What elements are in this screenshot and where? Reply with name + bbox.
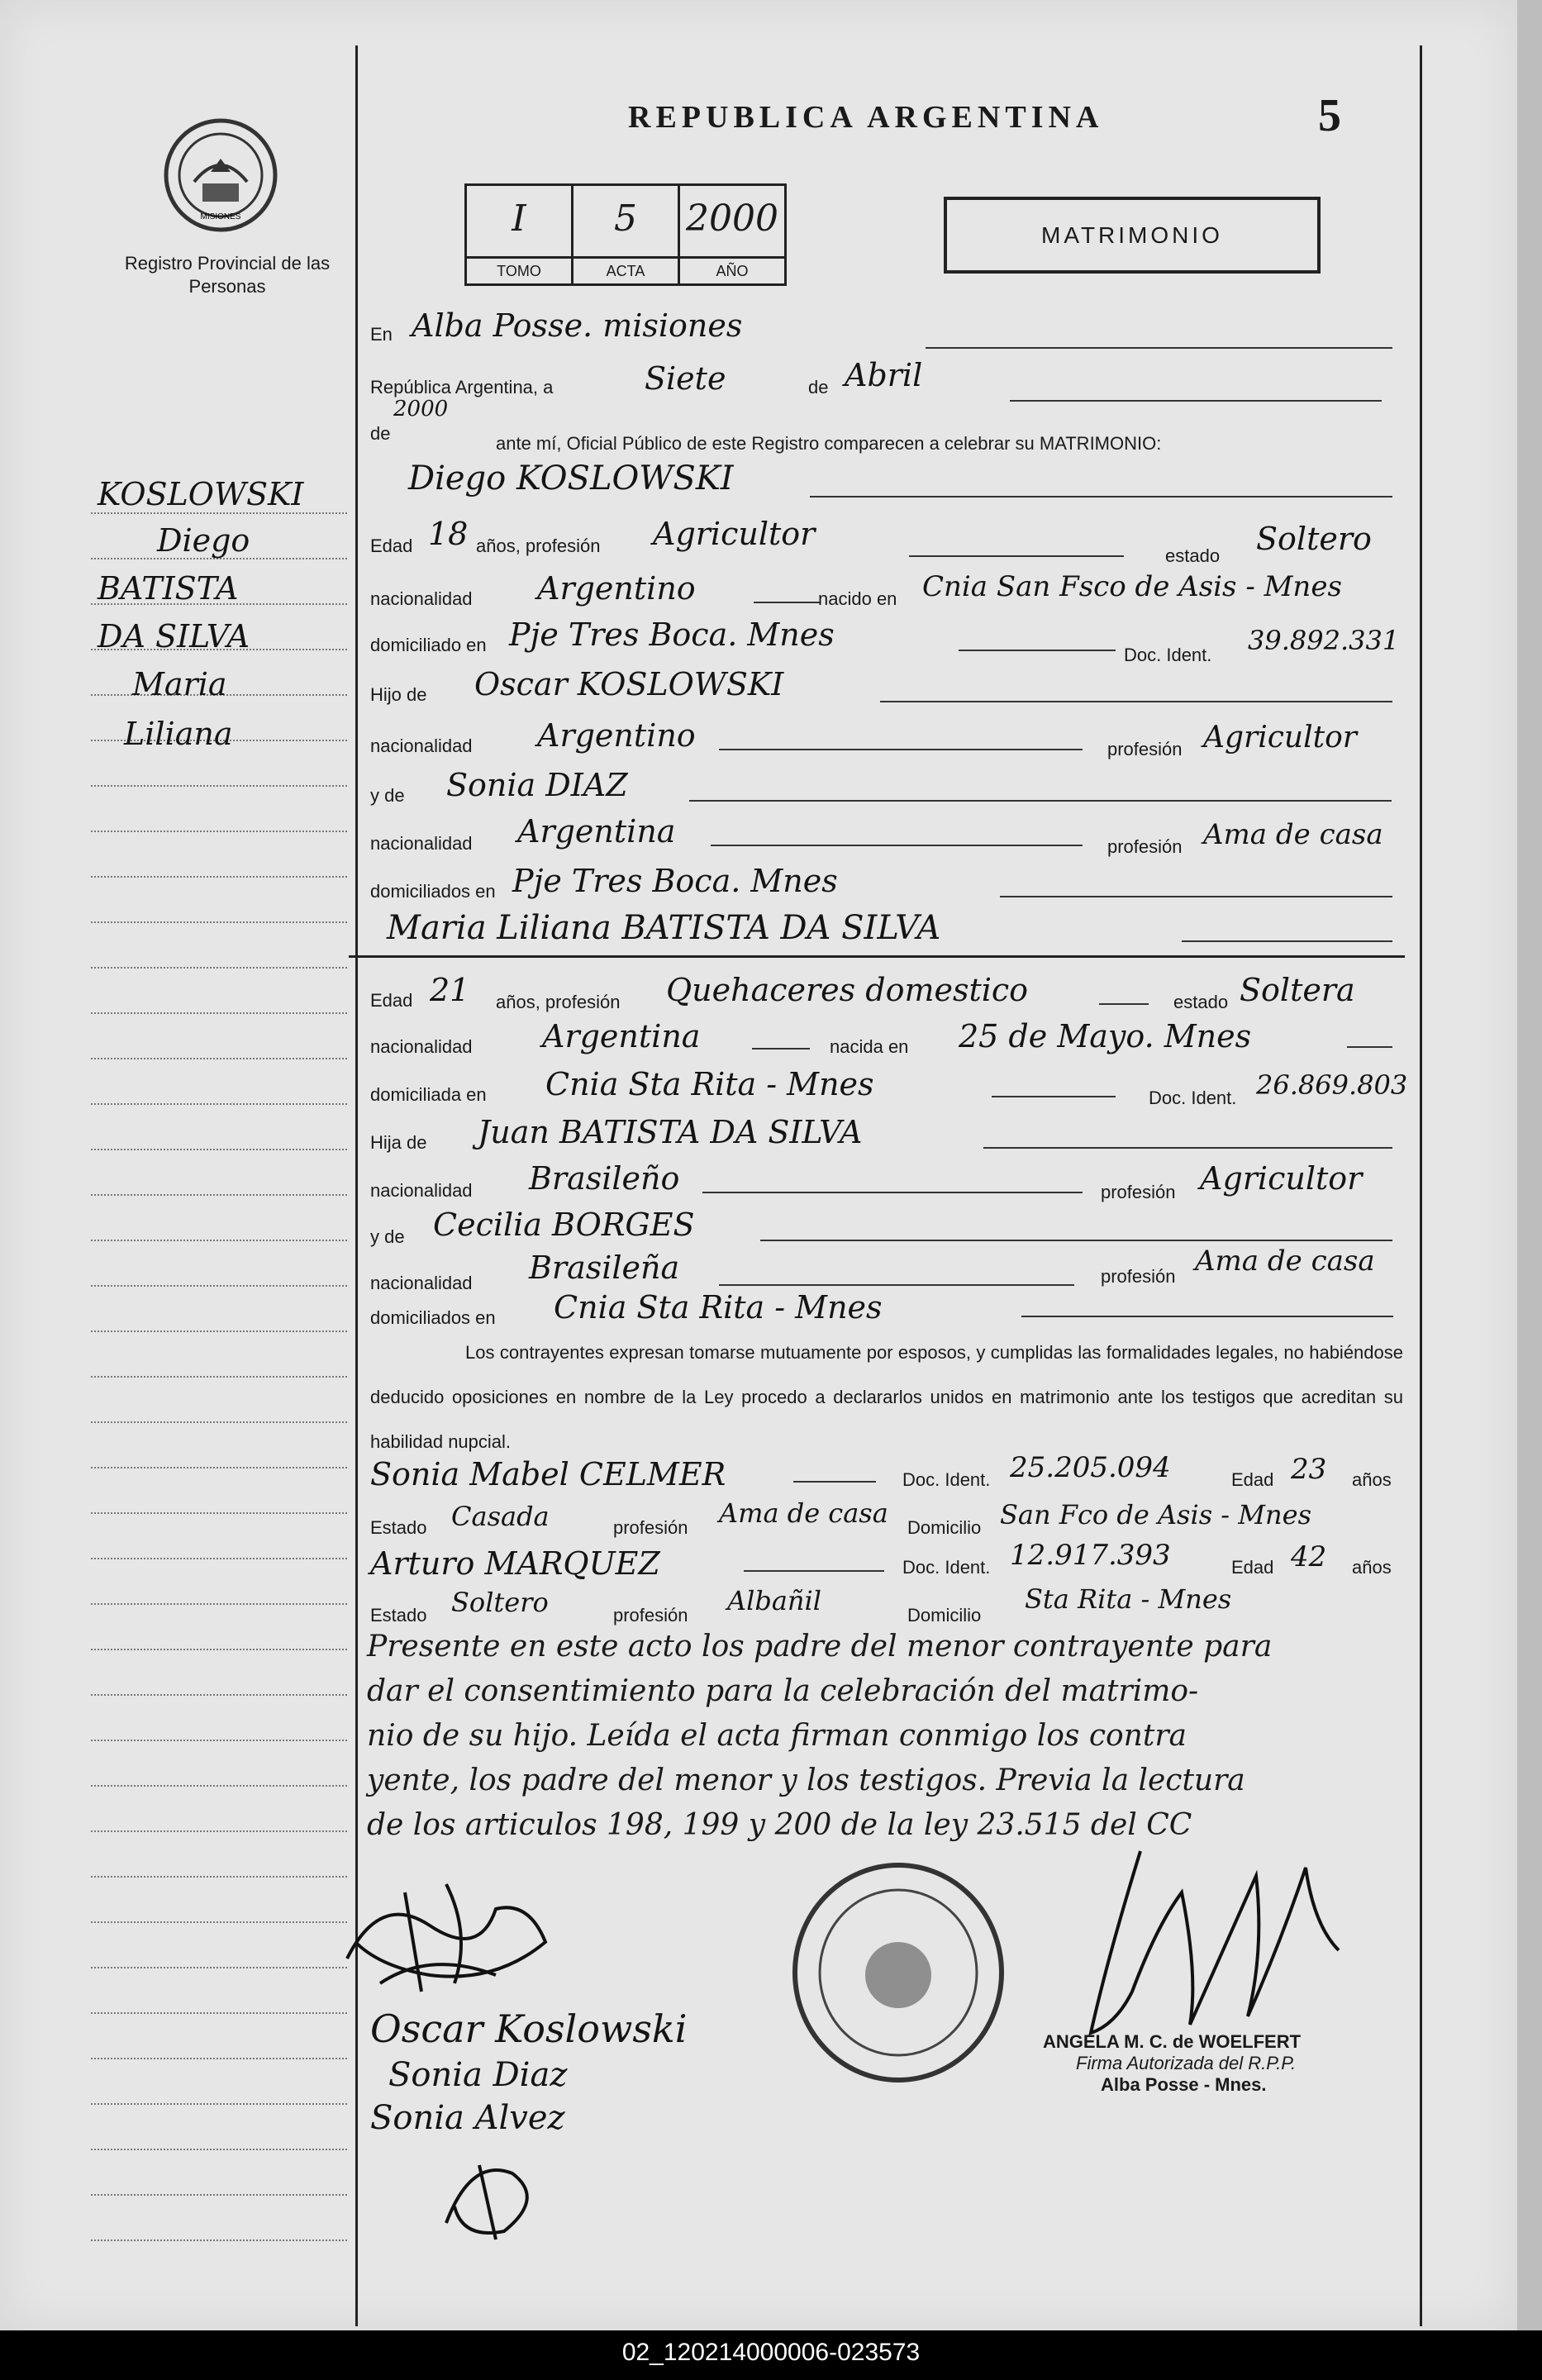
- anos-label: años: [1352, 1469, 1392, 1490]
- hija-label: Hija de: [370, 1132, 427, 1153]
- margin-rule: [91, 1649, 347, 1650]
- margin-rule: [91, 2103, 347, 2105]
- fill-line: [880, 701, 1392, 702]
- groom-mother: Sonia DIAZ: [446, 767, 628, 803]
- margin-rule: [91, 785, 347, 787]
- declaration-text: ante mí, Oficial Público de este Registro comparecen a celebrar su MATRIMONIO:: [496, 433, 1162, 454]
- doc-label: Doc. Ident.: [902, 1469, 991, 1490]
- anos-label: años, profesión: [476, 536, 601, 556]
- nacionalidad-label: nacionalidad: [370, 1180, 473, 1201]
- bride-birthplace: 25 de Mayo. Mnes: [959, 1018, 1252, 1054]
- bride-nationality: Argentina: [542, 1018, 701, 1054]
- domiciliada-label: domiciliada en: [370, 1084, 487, 1105]
- margin-rule: [91, 2194, 347, 2196]
- fill-line: [744, 1570, 884, 1572]
- seal-text: MISIONES: [200, 212, 241, 221]
- margin-rule: [91, 967, 347, 969]
- fill-line: [1347, 1046, 1392, 1048]
- hijo-label: Hijo de: [370, 684, 427, 705]
- bride-address: Cnia Sta Rita - Mnes: [545, 1066, 874, 1102]
- signature-printed: Sonia Diaz: [388, 2056, 568, 2094]
- margin-rule: [91, 1376, 347, 1378]
- country-title: REPUBLICA ARGENTINA: [628, 100, 1104, 135]
- domiciliados-label: domiciliados en: [370, 881, 496, 902]
- doc-label: Doc. Ident.: [902, 1557, 991, 1578]
- groom-father: Oscar KOSLOWSKI: [474, 666, 784, 702]
- margin-rule: [91, 831, 347, 832]
- acta-value: 5: [614, 198, 637, 240]
- fill-line: [711, 845, 1083, 846]
- month-value: Abril: [845, 357, 923, 393]
- footer-code: 02_120214000006-023573: [621, 2339, 921, 2366]
- fill-line: [1021, 1316, 1393, 1317]
- margin-rule: [91, 1921, 347, 1923]
- margin-rule: [91, 1740, 347, 1741]
- provincial-seal-icon: [161, 116, 281, 236]
- groom-name: Diego KOSLOWSKI: [408, 459, 734, 497]
- profesion-label: profesión: [613, 1605, 688, 1626]
- groom-address: Pje Tres Boca. Mnes: [509, 616, 835, 653]
- nacido-label: nacido en: [818, 588, 897, 609]
- margin-rule: [91, 1467, 347, 1468]
- margin-rule: [91, 1194, 347, 1196]
- fill-line: [1000, 896, 1392, 897]
- day-value: Siete: [645, 360, 726, 397]
- witness-2-doc: 12.917.393: [1010, 1539, 1171, 1572]
- margin-rule: [91, 1149, 347, 1150]
- witness-1-domicilio: San Fco de Asis - Mnes: [1000, 1499, 1312, 1530]
- margin-rule: [91, 921, 347, 923]
- margin-rule: [91, 2240, 347, 2241]
- place-value: Alba Posse. misiones: [412, 307, 743, 344]
- bride-doc: 26.869.803: [1256, 1069, 1408, 1101]
- fill-line: [810, 496, 1392, 497]
- groom-marital-status: Soltero: [1256, 521, 1372, 557]
- fill-line: [909, 555, 1124, 557]
- fill-line: [1099, 1003, 1149, 1005]
- margin-rule: [91, 1012, 347, 1014]
- margin-rule: [91, 2058, 347, 2059]
- fill-line: [959, 650, 1116, 651]
- legal-text: Los contrayentes expresan tomarse mutuamente por esposos, y cumplidas las formalidades legales, no habiéndose deducido oposiciones en nombre de la Ley procedo a declararlos unidos en matrimonio ante los testigos que acreditan su habilidad nupcial.: [370, 1342, 1403, 1452]
- republic-label: República Argentina, a: [370, 377, 554, 397]
- acta-label: ACTA: [573, 256, 678, 283]
- y-de-label: y de: [370, 785, 405, 806]
- section-separator: [349, 955, 1405, 958]
- record-type-box: MATRIMONIO: [944, 197, 1321, 274]
- margin-divider-right: [1420, 45, 1422, 2326]
- domiciliados-label: domiciliados en: [370, 1307, 496, 1328]
- estado-label: estado: [1173, 992, 1229, 1012]
- groom-age: 18: [428, 516, 469, 552]
- margin-rule: [91, 1785, 347, 1787]
- witness-1-name: Sonia Mabel CELMER: [370, 1456, 726, 1492]
- margin-rule: [91, 1967, 347, 1968]
- signature-scribble-2: [430, 2149, 562, 2248]
- registry-stamp-icon: [785, 1859, 1012, 2087]
- witness-1-age: 23: [1291, 1453, 1327, 1486]
- tomo-value: I: [512, 198, 526, 240]
- domicilio-label: Domicilio: [907, 1605, 982, 1626]
- en-label: En: [370, 324, 393, 345]
- margin-rule: [91, 2012, 347, 2014]
- margin-rule: [91, 1285, 347, 1287]
- fill-line: [760, 1240, 1392, 1241]
- witness-1-estado: Casada: [451, 1501, 550, 1532]
- witness-1-doc: 25.205.094: [1010, 1451, 1171, 1484]
- signature-printed: Oscar Koslowski: [370, 2006, 688, 2051]
- groom-father-profession: Agricultor: [1203, 721, 1357, 754]
- nacionalidad-label: nacionalidad: [370, 1036, 473, 1057]
- groom-parents-address: Pje Tres Boca. Mnes: [512, 863, 838, 899]
- bride-father-nationality: Brasileño: [529, 1160, 680, 1197]
- profesion-label: profesión: [1101, 1182, 1176, 1202]
- bride-father: Juan BATISTA DA SILVA: [478, 1114, 863, 1150]
- bride-name: Maria Liliana BATISTA DA SILVA: [387, 909, 941, 947]
- nacionalidad-label: nacionalidad: [370, 588, 473, 609]
- witness-2-name: Arturo MARQUEZ: [370, 1545, 660, 1582]
- estado-label: Estado: [370, 1517, 427, 1538]
- observation-line: dar el consentimiento para la celebración del matrimo-: [367, 1674, 1199, 1708]
- margin-note: Maria: [132, 666, 227, 702]
- fill-line: [1182, 940, 1392, 942]
- acta-cell: [573, 186, 680, 283]
- edad-label: Edad: [370, 536, 413, 556]
- margin-rule: [91, 2149, 347, 2150]
- fill-line: [719, 749, 1083, 750]
- doc-label: Doc. Ident.: [1149, 1088, 1237, 1108]
- anio-label: AÑO: [680, 256, 784, 283]
- observation-line: de los articulos 198, 199 y 200 de la ley 23.515 del CC: [367, 1808, 1192, 1842]
- groom-birthplace: Cnia San Fsco de Asis - Mnes: [922, 570, 1342, 603]
- margin-rule: [91, 1558, 347, 1559]
- bride-parents-address: Cnia Sta Rita - Mnes: [554, 1289, 883, 1326]
- fill-line: [992, 1096, 1116, 1097]
- nacida-label: nacida en: [830, 1036, 909, 1057]
- groom-nationality: Argentino: [537, 570, 696, 607]
- observation-line: nio de su hijo. Leída el acta firman conmigo los contra: [367, 1719, 1187, 1753]
- margin-note: BATISTA: [98, 570, 239, 607]
- fill-line: [752, 1048, 810, 1050]
- stamp-line: Alba Posse - Mnes.: [1101, 2074, 1267, 2095]
- edad-label: Edad: [1231, 1557, 1274, 1578]
- margin-rule: [91, 1103, 347, 1105]
- margin-rule: [91, 1421, 347, 1423]
- margin-rule: [91, 1240, 347, 1241]
- witness-2-estado: Soltero: [451, 1587, 549, 1618]
- anio-value: 2000: [686, 198, 778, 240]
- fill-line: [926, 347, 1392, 349]
- stamp-line: Firma Autorizada del R.P.P.: [1076, 2053, 1297, 2073]
- year-prefix-label: de: [370, 423, 391, 444]
- bride-mother-profession: Ama de casa: [1195, 1245, 1375, 1278]
- fill-line: [719, 1284, 1074, 1286]
- estado-label: estado: [1165, 545, 1221, 566]
- margin-rule: [91, 1603, 347, 1605]
- tomo-cell: [467, 186, 573, 283]
- profesion-label: profesión: [1107, 739, 1183, 759]
- y-de-label: y de: [370, 1226, 405, 1247]
- anos-label: años, profesión: [496, 992, 621, 1012]
- tomo-label: TOMO: [467, 256, 571, 283]
- bride-mother: Cecilia BORGES: [433, 1207, 695, 1243]
- signature-printed: Sonia Alvez: [370, 2099, 565, 2137]
- margin-note: DA SILVA: [98, 618, 250, 654]
- signature-scribble-1: [331, 1859, 603, 2025]
- fill-line: [793, 1481, 876, 1483]
- bride-profession: Quehaceres domestico: [666, 972, 1029, 1008]
- witness-2-age: 42: [1291, 1540, 1327, 1573]
- profesion-label: profesión: [1101, 1266, 1176, 1287]
- edad-label: Edad: [1231, 1469, 1274, 1490]
- doc-label: Doc. Ident.: [1124, 645, 1212, 665]
- groom-father-nationality: Argentino: [537, 717, 696, 754]
- bride-age: 21: [430, 972, 470, 1008]
- officer-signature: [1058, 1826, 1355, 2058]
- margin-rule: [91, 1830, 347, 1832]
- margin-rule: [91, 876, 347, 878]
- estado-label: Estado: [370, 1605, 427, 1626]
- nacionalidad-label: nacionalidad: [370, 833, 473, 854]
- observation-line: Presente en este acto los padre del menor contrayente para: [367, 1630, 1273, 1664]
- page-number: 5: [1318, 90, 1341, 141]
- witness-2-domicilio: Sta Rita - Mnes: [1025, 1583, 1232, 1615]
- fill-line: [754, 602, 820, 603]
- margin-rule: [91, 1330, 347, 1332]
- fill-line: [1010, 400, 1382, 402]
- nacionalidad-label: nacionalidad: [370, 1273, 473, 1293]
- groom-mother-nationality: Argentina: [517, 813, 676, 850]
- margin-note: KOSLOWSKI: [98, 476, 304, 512]
- margin-rule: [91, 1058, 347, 1059]
- fill-line: [689, 800, 1392, 802]
- observations: [367, 1625, 1408, 1848]
- edad-label: Edad: [370, 990, 413, 1011]
- margin-rule: [91, 512, 347, 514]
- observation-line: yente, los padre del menor y los testigos. Previa la lectura: [367, 1764, 1245, 1797]
- organization-name: Registro Provincial de las Personas: [124, 253, 331, 297]
- groom-mother-profession: Ama de casa: [1203, 818, 1383, 851]
- bride-marital-status: Soltera: [1240, 972, 1355, 1008]
- year-value: 2000: [393, 397, 449, 421]
- groom-profession: Agricultor: [653, 516, 816, 552]
- witness-1-profession: Ama de casa: [719, 1497, 888, 1529]
- domiciliado-label: domiciliado en: [370, 635, 487, 655]
- margin-rule: [91, 1694, 347, 1696]
- nacionalidad-label: nacionalidad: [370, 735, 473, 756]
- bride-father-profession: Agricultor: [1200, 1160, 1363, 1197]
- bride-mother-nationality: Brasileña: [529, 1250, 680, 1286]
- margin-note: Diego: [157, 522, 250, 559]
- fill-line: [702, 1192, 1083, 1193]
- margin-note: Liliana: [124, 716, 233, 752]
- stamp-line: ANGELA M. C. de WOELFERT: [1043, 2031, 1302, 2052]
- register-box: [464, 183, 787, 286]
- margin-rule: [91, 1512, 347, 1514]
- de-label: de: [808, 377, 829, 397]
- anos-label: años: [1352, 1557, 1392, 1578]
- fill-line: [983, 1147, 1392, 1149]
- anio-cell: [680, 186, 784, 283]
- groom-doc: 39.892.331: [1248, 625, 1400, 656]
- page-edge: [1517, 0, 1542, 2330]
- witness-2-profession: Albañil: [727, 1585, 821, 1616]
- domicilio-label: Domicilio: [907, 1517, 982, 1538]
- officer-stamp-text: [1043, 2031, 1301, 2096]
- margin-rule: [91, 1876, 347, 1878]
- profesion-label: profesión: [1107, 836, 1183, 857]
- profesion-label: profesión: [613, 1517, 688, 1538]
